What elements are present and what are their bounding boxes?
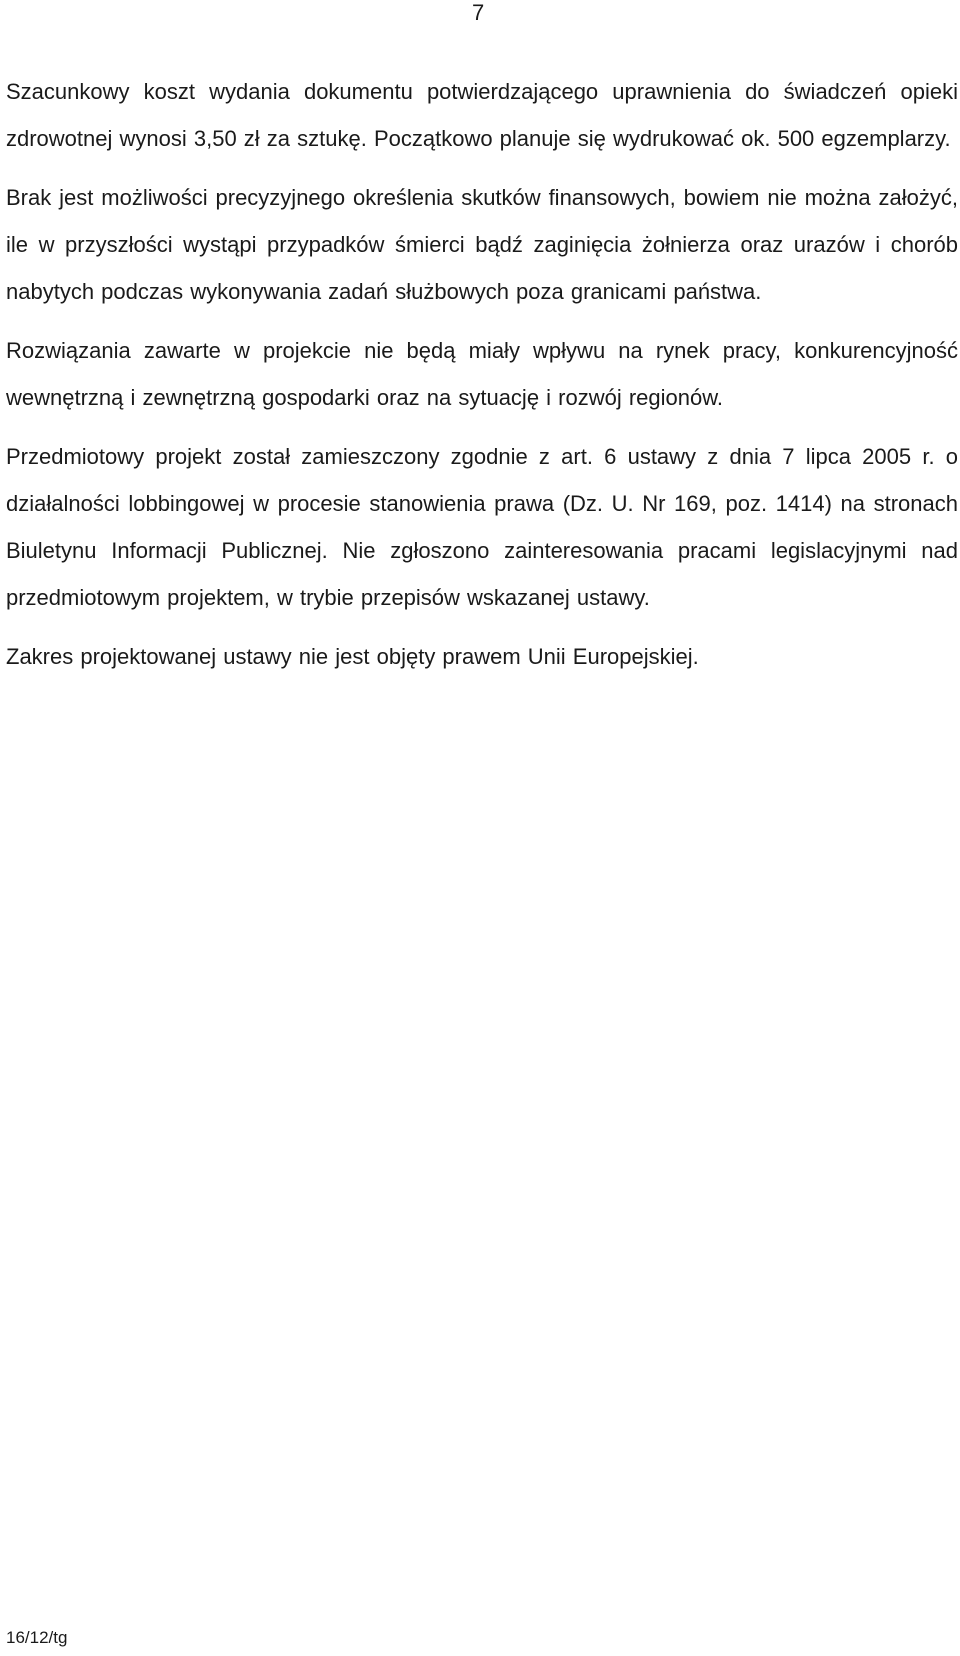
document-body (6, 68, 958, 692)
page-number: 7 (472, 0, 485, 25)
paragraph-eu-law: Zakres projektowanej ustawy nie jest objęty prawem Unii Europejskiej. (6, 644, 699, 669)
paragraph-lobbying: Przedmiotowy projekt został zamieszczony zgodnie z art. 6 ustawy z dnia 7 lipca 2005 r. o działalności lobbingowej w procesie stanowienia prawa (Dz. U. Nr 169, poz. 1414) na stronach Biuletynu Informacji Publicznej. Nie zgłoszono zainteresowania pracami legislacyjnymi nad przedmiotowym projektem, w trybie przepisów wskazanej ustawy. (6, 444, 958, 610)
paragraph-cost-estimate: Szacunkowy koszt wydania dokumentu potwierdzającego uprawnienia do świadczeń opieki zdrowotnej wynosi 3,50 zł za sztukę. Początkowo planuje się wydrukować ok. 500 egzemplarzy. (6, 79, 958, 151)
paragraph-financial-effects: Brak jest możliwości precyzyjnego określenia skutków finansowych, bowiem nie można założyć, ile w przyszłości wystąpi przypadków śmierci bądź zaginięcia żołnierza oraz urazów i chorób nabytych podczas wykonywania zadań służbowych poza granicami państwa. (6, 185, 958, 304)
paragraph-labor-market: Rozwiązania zawarte w projekcie nie będą miały wpływu na rynek pracy, konkurencyjność wewnętrzną i zewnętrzną gospodarki oraz na sytuację i rozwój regionów. (6, 338, 958, 410)
footer-reference: 16/12/tg (6, 1628, 68, 1647)
